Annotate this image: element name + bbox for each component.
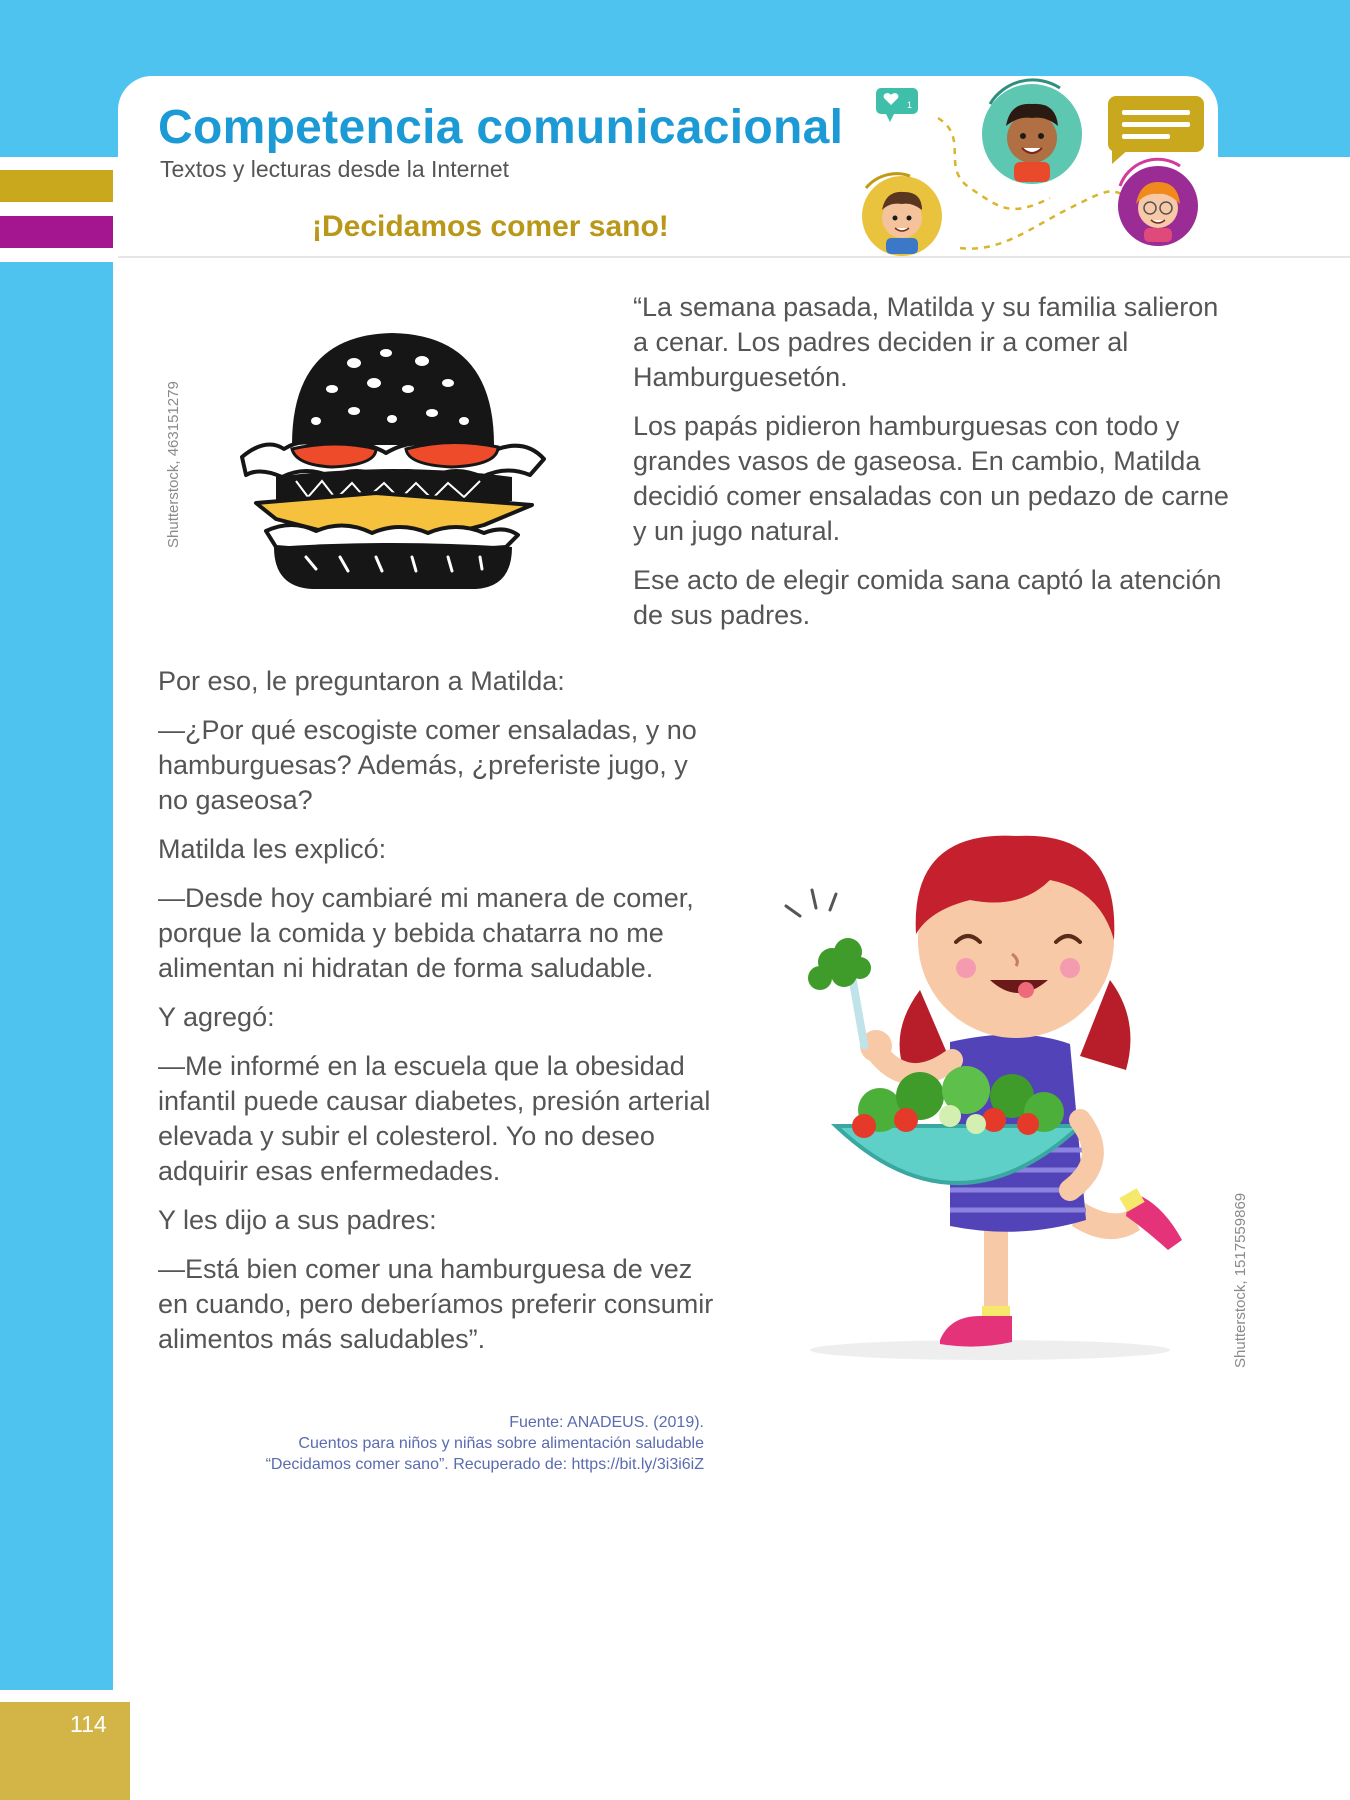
lesson-title: ¡Decidamos comer sano! <box>312 210 669 243</box>
page-number: 114 <box>70 1711 107 1737</box>
boy-avatar-icon <box>982 80 1082 184</box>
source-citation <box>200 1412 704 1475</box>
svg-text:1: 1 <box>907 100 913 110</box>
magenta-tab <box>0 216 113 248</box>
story-paragraph: Por eso, le preguntaron a Matilda: <box>158 666 565 696</box>
heart-bubble-icon <box>876 88 918 122</box>
girl-image-credit: Shutterstock, 1517559869 <box>1232 1192 1249 1368</box>
page-number-tab <box>0 1702 130 1800</box>
story-paragraph: —Desde hoy cambiaré mi manera de comer, porque la comida y bebida chatarra no me alimentan ni hidratan de forma saludable. <box>158 883 694 983</box>
source-line: “Decidamos comer sano”. Recuperado de: https://bit.ly/3i3i6iZ <box>265 1456 704 1473</box>
story-paragraph: “La semana pasada, Matilda y su familia salieron a cenar. Los padres deciden ir a comer al Hamburguesetón. <box>633 292 1219 392</box>
burger-image-credit: Shutterstock, 463151279 <box>165 381 182 548</box>
story-paragraph: —Me informé en la escuela que la obesidad infantil puede causar diabetes, presión arterial elevada y subir el colesterol. Yo no deseo adquirir esas enfermedades. <box>158 1051 711 1186</box>
story-paragraph: Y agregó: <box>158 1002 275 1032</box>
story-paragraph: —Está bien comer una hamburguesa de vez en cuando, pero deberíamos preferir consumir alimentos más saludables”. <box>158 1254 714 1354</box>
girl-with-salad-illustration <box>780 820 1220 1370</box>
story-paragraph: Y les dijo a sus padres: <box>158 1205 437 1235</box>
section-subtitle: Textos y lecturas desde la Internet <box>160 156 510 182</box>
story-intro <box>633 290 1233 647</box>
source-line: Fuente: ANADEUS. (2019). <box>509 1414 704 1431</box>
burger-illustration <box>236 325 548 595</box>
section-title: Competencia comunicacional <box>158 101 844 154</box>
message-bubble-icon <box>1108 96 1204 164</box>
header-illustration <box>850 78 1220 260</box>
story-paragraph: —¿Por qué escogiste comer ensaladas, y no hamburguesas? Además, ¿preferiste jugo, y no gaseosa? <box>158 715 697 815</box>
story-dialogue <box>158 664 718 1371</box>
source-line: Cuentos para niños y niñas sobre alimentación saludable <box>298 1435 704 1452</box>
girl-avatar-icon <box>1118 159 1198 246</box>
story-paragraph: Ese acto de elegir comida sana captó la atención de sus padres. <box>633 565 1222 630</box>
story-paragraph: Los papás pidieron hamburguesas con todo y grandes vasos de gaseosa. En cambio, Matilda decidió comer ensaladas con un pedazo de carne y un jugo natural. <box>633 411 1229 546</box>
gold-tab <box>0 170 113 202</box>
kid-avatar-icon <box>862 174 942 256</box>
story-paragraph: Matilda les explicó: <box>158 834 387 864</box>
side-color-band <box>0 262 113 1690</box>
